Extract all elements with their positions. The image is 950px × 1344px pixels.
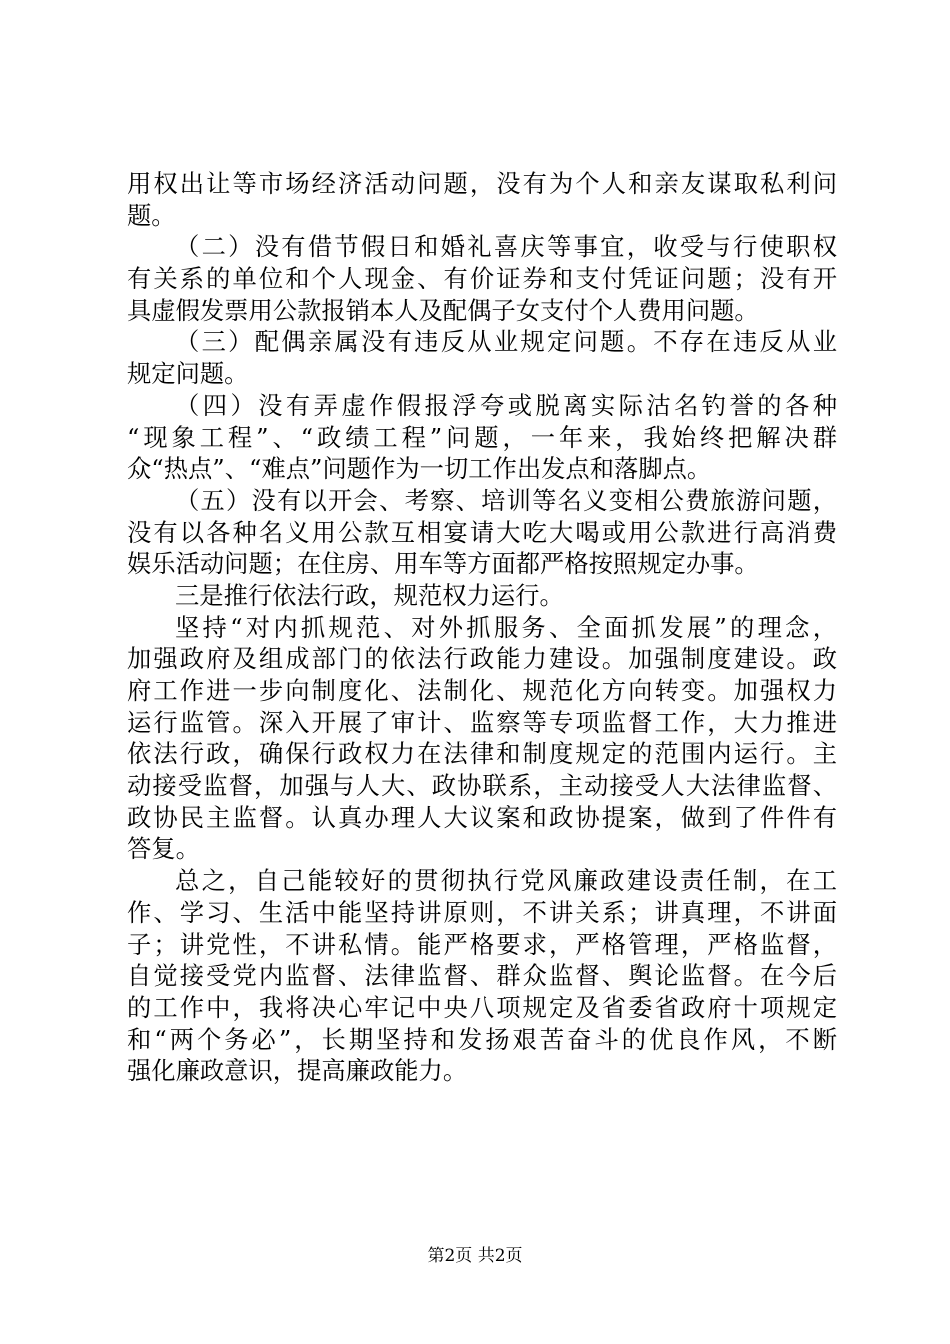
text-line: 总之，自己能较好的贯彻执行党风廉政建设责任制，在工: [175, 866, 837, 896]
text-line: 的工作中，我将决心牢记中央八项规定及省委省政府十项规定: [127, 992, 837, 1022]
text-line: 作、学习、生活中能坚持讲原则，不讲关系；讲真理，不讲面: [127, 897, 837, 927]
text-line: 有关系的单位和个人现金、有价证券和支付凭证问题；没有开: [127, 264, 837, 294]
text-line: （五）没有以开会、考察、培训等名义变相公费旅游问题，: [175, 485, 837, 515]
text-line: 府工作进一步向制度化、法制化、规范化方向转变。加强权力: [127, 676, 837, 705]
text-line: 自觉接受党内监督、法律监督、群众监督、舆论监督。在今后: [127, 961, 837, 991]
text-line: 众“热点”、“难点”问题作为一切工作出发点和落脚点。: [127, 454, 712, 484]
text-line: （四）没有弄虚作假报浮夸或脱离实际沽名钓誉的各种: [175, 390, 837, 420]
text-line: 没有以各种名义用公款互相宴请大吃大喝或用公款进行高消费: [127, 517, 837, 547]
text-line: 动接受监督，加强与人大、政协联系，主动接受人大法律监督、: [127, 771, 837, 801]
text-line: （三）配偶亲属没有违反从业规定问题。不存在违反从业: [175, 327, 837, 357]
text-line: 用权出让等市场经济活动问题，没有为个人和亲友谋取私利问: [127, 169, 837, 198]
document-body: [127, 168, 837, 1087]
page-footer: 第2页 共2页: [427, 1246, 523, 1266]
text-line: （二）没有借节假日和婚礼喜庆等事宜，收受与行使职权: [175, 232, 837, 262]
text-line: 政协民主监督。认真办理人大议案和政协提案，做到了件件有: [127, 802, 837, 832]
text-line: 具虚假发票用公款报销本人及配偶子女支付个人费用问题。: [127, 295, 759, 325]
text-line: 依法行政，确保行政权力在法律和制度规定的范围内运行。主: [127, 739, 837, 769]
text-line: 加强政府及组成部门的依法行政能力建设。加强制度建设。政: [127, 644, 837, 674]
text-line: 三是推行依法行政，规范权力运行。: [175, 580, 564, 610]
text-line: 子；讲党性，不讲私情。能严格要求，严格管理，严格监督，: [127, 929, 837, 959]
text-line: “现象工程”、“政绩工程”问题，一年来，我始终把解决群: [127, 422, 837, 452]
text-line: 娱乐活动问题；在住房、用车等方面都严格按照规定办事。: [127, 549, 759, 579]
text-line: 规定问题。: [127, 359, 249, 389]
text-line: 坚持“对内抓规范、对外抓服务、全面抓发展”的理念，: [175, 612, 837, 642]
text-line: 题。: [127, 200, 176, 230]
text-line: 运行监管。深入开展了审计、监察等专项监督工作，大力推进: [127, 707, 837, 737]
text-line: 强化廉政意识，提高廉政能力。: [127, 1056, 468, 1086]
text-line: 和“两个务必”，长期坚持和发扬艰苦奋斗的优良作风，不断: [127, 1024, 837, 1054]
text-line: 答复。: [127, 834, 200, 864]
